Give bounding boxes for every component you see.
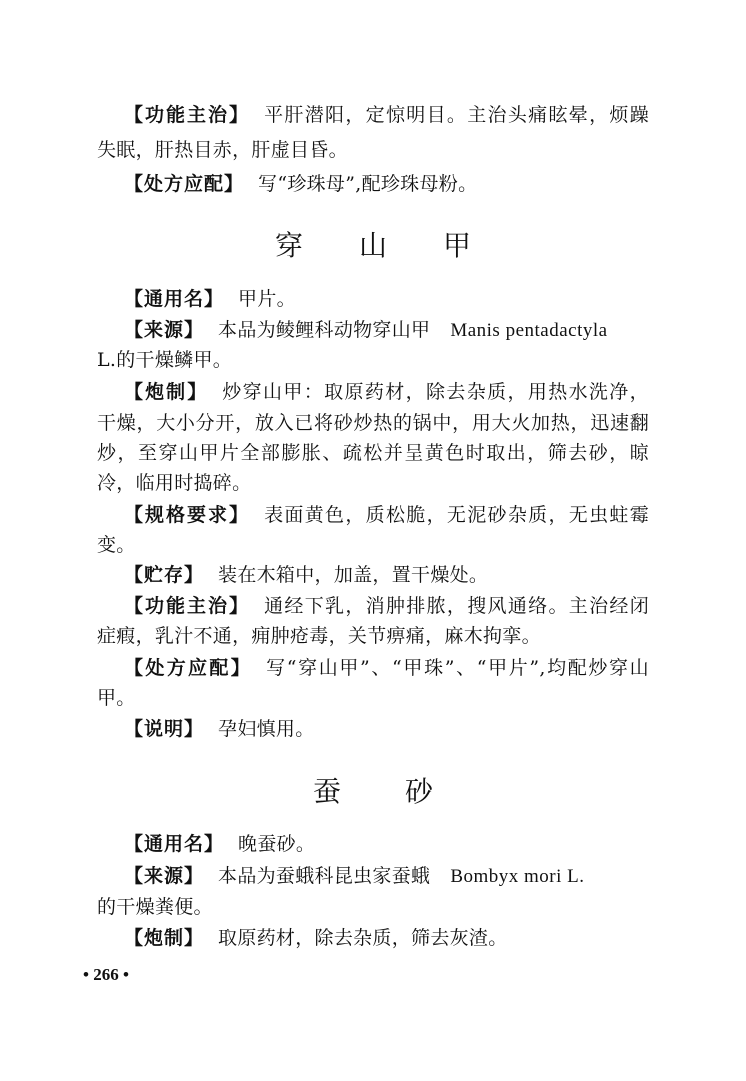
line-text: 写“珍珠母”,配珍珠母粉。 — [258, 173, 478, 195]
heading-char: 穿 — [274, 229, 303, 262]
text-line — [124, 861, 585, 892]
line-text: 写“穿山甲”、“甲珠”、“甲片”,均配炒穿山 — [266, 657, 649, 679]
section-label: 【功能主治】 — [124, 104, 251, 126]
line-text: 表面黄色，质松脆，无泥砂杂质，无虫蛀霉 — [264, 504, 649, 526]
text-line — [97, 468, 251, 498]
section-label: 【贮存】 — [124, 564, 205, 586]
line-text: 通经下乳，消肿排脓，搜风通络。主治经闭 — [264, 595, 649, 617]
text-line — [124, 923, 508, 953]
text-line — [97, 135, 348, 165]
line-text: 本品为鲮鲤科动物穿山甲 — [218, 319, 431, 341]
section-label: 【功能主治】 — [124, 595, 251, 617]
text-line — [124, 560, 488, 590]
section-label: 【来源】 — [124, 319, 205, 341]
line-text: 炒穿山甲：取原药材，除去杂质，用热水洗净， — [222, 381, 649, 403]
page-number: • 266 • — [83, 965, 129, 984]
line-text: L.的干燥鳞甲。 — [97, 349, 233, 371]
text-line — [97, 621, 541, 651]
entry-heading — [0, 772, 746, 812]
section-label: 【通用名】 — [124, 833, 225, 855]
text-line — [97, 683, 136, 713]
section-label: 【处方应配】 — [124, 657, 253, 679]
line-text: 甲。 — [97, 687, 136, 709]
line-text: 装在木箱中，加盖，置干燥处。 — [218, 564, 489, 586]
text-line — [124, 315, 608, 346]
line-text: 炒，至穿山甲片全部膨胀、疏松并呈黄色时取出，筛去砂，晾 — [97, 442, 649, 464]
latin-name: Bombyx mori L. — [450, 866, 585, 887]
text-line — [124, 714, 315, 744]
section-label: 【规格要求】 — [124, 504, 251, 526]
line-text: 本品为蚕蛾科昆虫家蚕蛾 — [218, 865, 431, 887]
section-label: 【炮制】 — [124, 381, 209, 403]
text-line — [97, 408, 649, 438]
heading-char: 蚕 — [312, 775, 341, 808]
line-text: 晚蚕砂。 — [238, 833, 316, 855]
section-label: 【通用名】 — [124, 288, 225, 310]
text-line — [124, 591, 649, 621]
line-text: 取原药材，除去杂质，筛去灰渣。 — [218, 927, 508, 949]
line-text: 干燥，大小分开，放入已将砂炒热的锅中，用大火加热，迅速翻 — [97, 412, 649, 434]
text-line — [124, 829, 315, 859]
line-text: 甲片。 — [238, 288, 296, 310]
line-text: 失眠，肝热目赤，肝虚目昏。 — [97, 139, 348, 161]
text-line — [124, 284, 296, 314]
text-line — [124, 100, 649, 130]
heading-char: 砂 — [405, 775, 434, 808]
heading-char: 山 — [358, 229, 387, 262]
line-text: 孕妇慎用。 — [218, 718, 315, 740]
text-line — [124, 377, 649, 407]
text-line — [124, 500, 649, 530]
line-text: 平肝潜阳，定惊明目。主治头痛眩晕，烦躁 — [264, 104, 649, 126]
text-line — [97, 438, 649, 468]
line-text: 症瘕，乳汁不通，痈肿疮毒，关节痹痛，麻木拘挛。 — [97, 625, 541, 647]
text-line — [124, 169, 477, 199]
text-line — [97, 345, 232, 375]
section-label: 【说明】 — [124, 718, 205, 740]
section-label: 【处方应配】 — [124, 173, 245, 195]
text-line — [97, 892, 213, 922]
entry-heading — [0, 226, 746, 266]
line-text: 变。 — [97, 534, 136, 556]
text-line — [124, 653, 649, 683]
line-text: 的干燥粪便。 — [97, 896, 213, 918]
text-line — [97, 530, 136, 560]
heading-char: 甲 — [443, 229, 472, 262]
section-label: 【来源】 — [124, 865, 205, 887]
section-label: 【炮制】 — [124, 927, 205, 949]
line-text: 冷，临用时捣碎。 — [97, 472, 252, 494]
latin-name: Manis pentadactyla — [450, 320, 608, 341]
